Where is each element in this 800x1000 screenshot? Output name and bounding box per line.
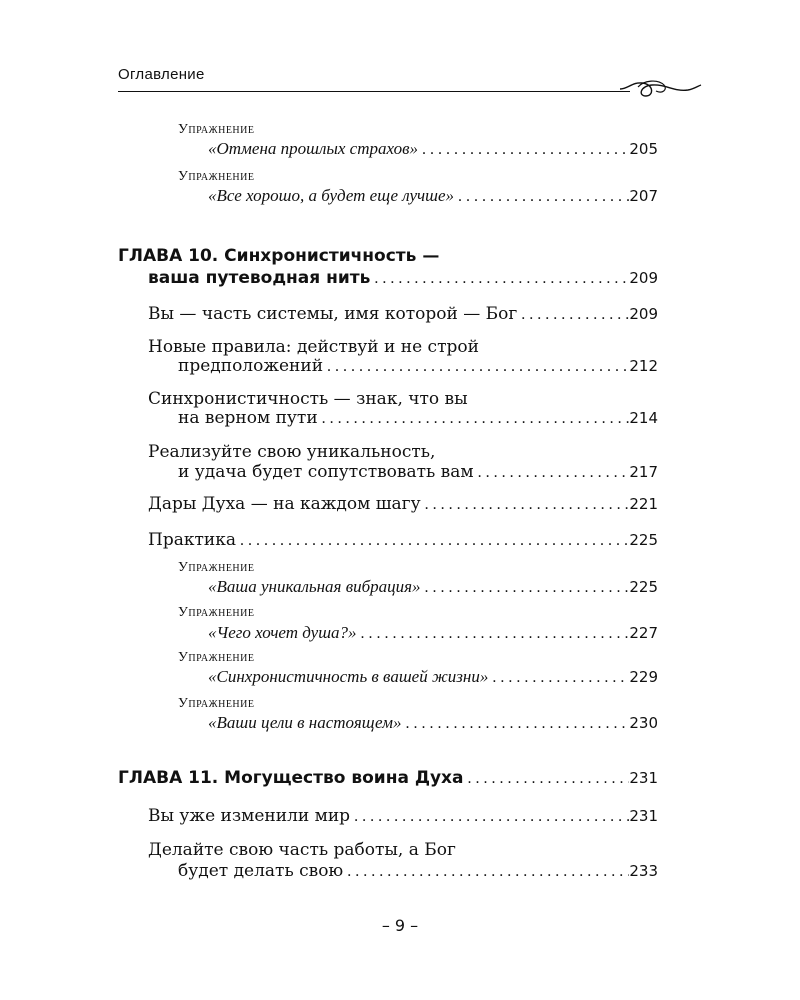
toc-entry-chapter-10[interactable] (148, 270, 658, 287)
section-title-line1[interactable]: Синхронистичность — знак, что вы (148, 389, 468, 409)
toc-entry-exercise[interactable] (208, 624, 658, 642)
dot-leader (488, 670, 629, 686)
page-ref: 205 (629, 140, 658, 158)
toc-entry-section[interactable] (178, 410, 658, 427)
page-ref: 214 (629, 409, 658, 427)
page-ref: 227 (629, 624, 658, 642)
section-title: Вы — часть системы, имя которой — Бог (148, 304, 518, 324)
exercise-label: Упражнение (178, 605, 255, 620)
section-title: Практика (148, 530, 236, 550)
toc-entry-exercise[interactable] (208, 668, 658, 686)
dot-leader (517, 307, 629, 323)
page-ref: 231 (629, 807, 658, 825)
toc-entry-section[interactable] (148, 808, 658, 825)
toc-entry-chapter-11[interactable] (118, 770, 658, 787)
running-header-title: Оглавление (118, 66, 205, 83)
dot-leader (474, 465, 630, 481)
exercise-label: Упражнение (178, 169, 255, 184)
dot-leader (318, 411, 630, 427)
exercise-title: «Чего хочет душа?» (208, 623, 357, 642)
exercise-title: «Ваша уникальная вибрация» (208, 577, 421, 596)
exercise-title: «Ваши цели в настоящем» (208, 713, 402, 732)
page-ref: 212 (629, 357, 658, 375)
page-ref: 230 (629, 714, 658, 732)
page-ref: 207 (629, 187, 658, 205)
exercise-title: «Синхронистичность в вашей жизни» (208, 667, 489, 686)
toc-entry-exercise[interactable] (208, 578, 658, 596)
chapter-10-title-line2: ваша путеводная нить (148, 268, 371, 288)
section-title-line2: на верном пути (178, 408, 318, 428)
dot-leader (236, 533, 629, 549)
page-ref: 217 (629, 463, 658, 481)
chapter-11-title: ГЛАВА 11. Могущество воина Духа (118, 768, 464, 788)
page-ref: 229 (629, 668, 658, 686)
toc-entry-exercise[interactable] (208, 187, 658, 205)
dot-leader (350, 809, 629, 825)
dot-leader (421, 497, 630, 513)
exercise-title: «Отмена прошлых страхов» (208, 139, 419, 158)
dot-leader (464, 771, 630, 787)
toc-entry-section[interactable] (178, 863, 658, 880)
dot-leader (418, 142, 629, 158)
page-ref: 221 (629, 495, 658, 513)
section-title-line2: предположений (178, 356, 324, 376)
dot-leader (343, 864, 629, 880)
exercise-title: «Все хорошо, а будет еще лучше» (208, 186, 455, 205)
page-ref: 231 (629, 769, 658, 787)
chapter-10-title-line1[interactable]: ГЛАВА 10. Синхронистичность — (118, 246, 440, 266)
section-title-line1[interactable]: Реализуйте свою уникальность, (148, 442, 436, 462)
toc-entry-section[interactable] (148, 496, 658, 513)
flourish-ornament-icon (618, 74, 702, 100)
section-title: Дары Духа — на каждом шагу (148, 494, 421, 514)
section-title-line1[interactable]: Новые правила: действуй и не строй (148, 337, 479, 357)
toc-entry-section[interactable] (178, 464, 658, 481)
dot-leader (323, 359, 629, 375)
page-ref: 209 (629, 269, 658, 287)
section-title: Вы уже изменили мир (148, 806, 351, 826)
section-title-line1[interactable]: Делайте свою часть работы, а Бог (148, 840, 456, 860)
dot-leader (370, 271, 629, 287)
page-ref: 225 (629, 531, 658, 549)
exercise-label: Упражнение (178, 696, 255, 711)
toc-entry-section[interactable] (178, 358, 658, 375)
dot-leader (454, 189, 629, 205)
toc-entry-exercise[interactable] (208, 140, 658, 158)
dot-leader (401, 716, 629, 732)
toc-entry-section[interactable] (148, 306, 658, 323)
exercise-label: Упражнение (178, 650, 255, 665)
exercise-label: Упражнение (178, 122, 255, 137)
section-title-line2: и удача будет сопутствовать вам (178, 462, 474, 482)
section-title-line2: будет делать свою (178, 861, 344, 881)
page-ref: 233 (629, 862, 658, 880)
dot-leader (357, 626, 630, 642)
toc-entry-exercise[interactable] (208, 714, 658, 732)
page-ref: 225 (629, 578, 658, 596)
page-ref: 209 (629, 305, 658, 323)
header-rule (118, 91, 630, 92)
exercise-label: Упражнение (178, 560, 255, 575)
dot-leader (421, 580, 630, 596)
page-number: – 9 – (381, 916, 419, 935)
toc-entry-section[interactable] (148, 532, 658, 549)
